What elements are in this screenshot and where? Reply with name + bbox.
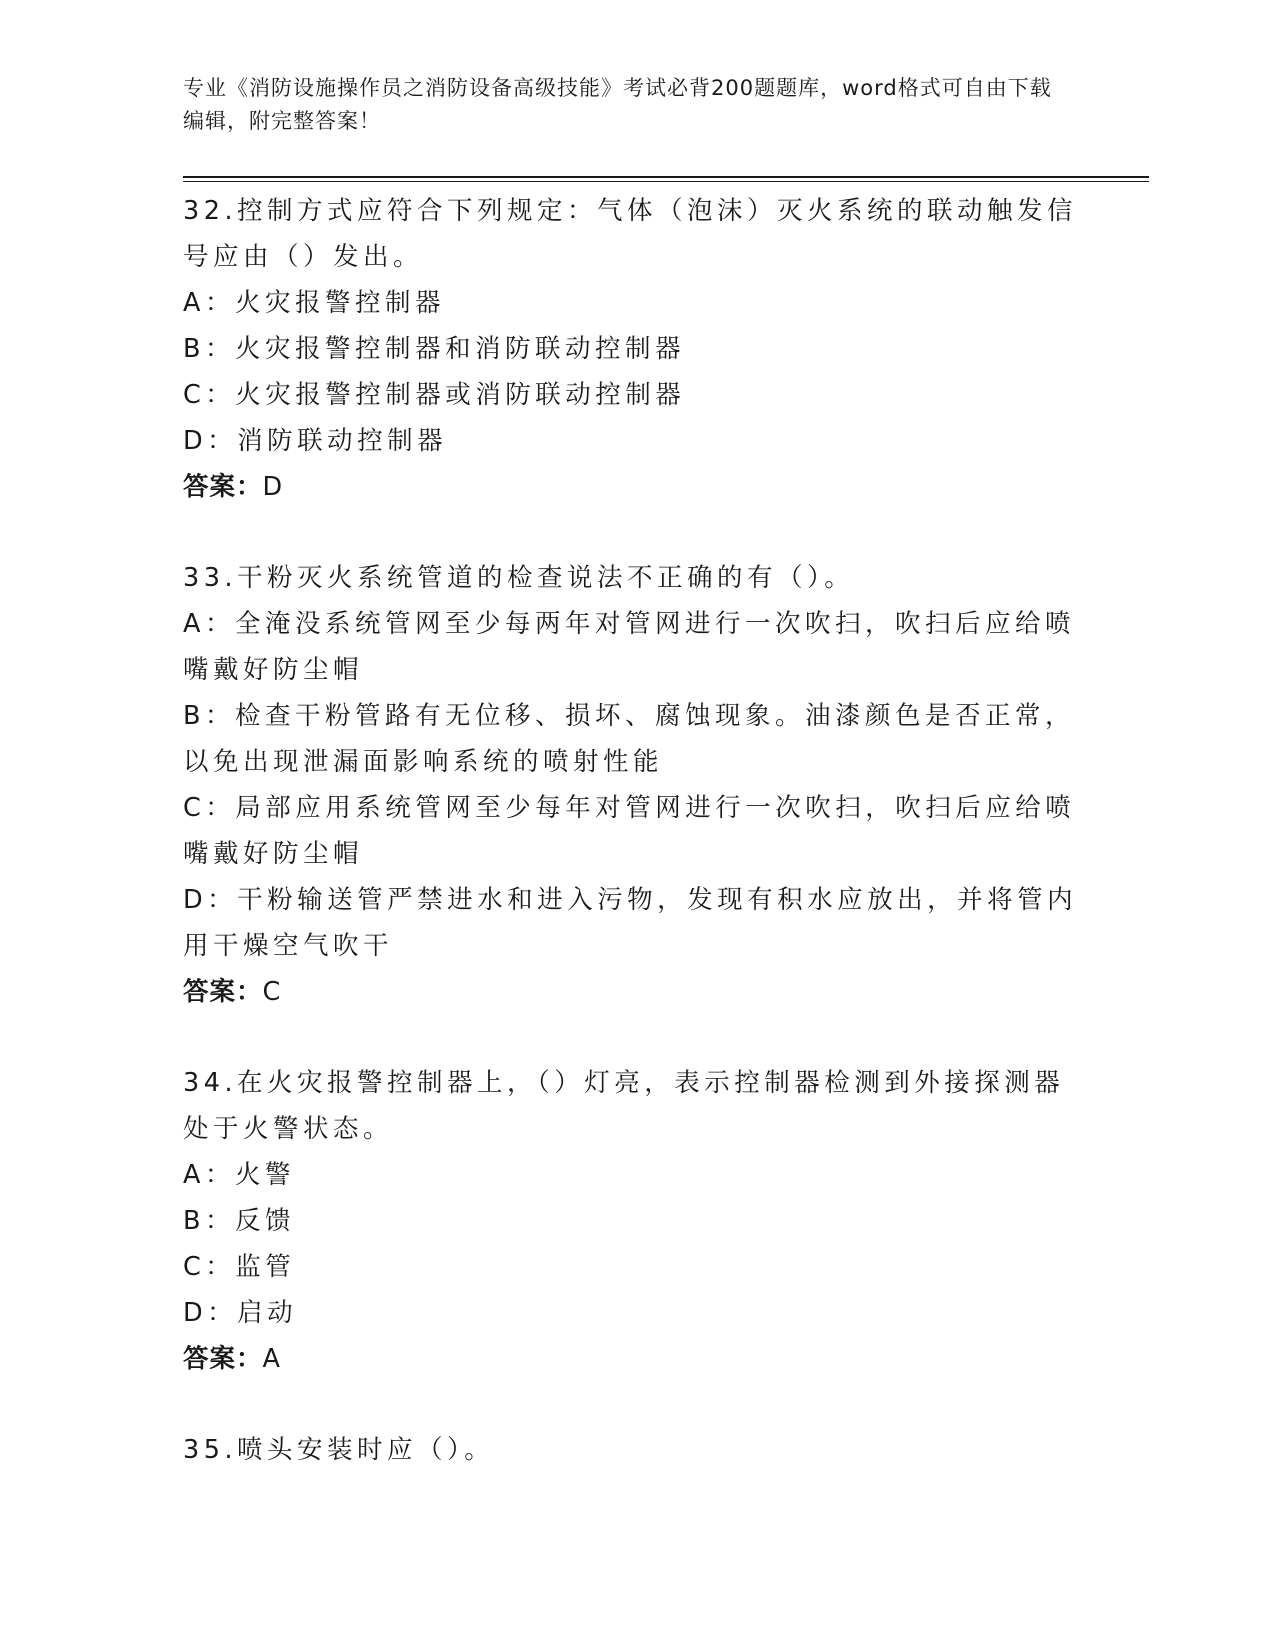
question-stem: 33.干粉灭火系统管道的检查说法不正确的有（）。 [183,563,855,593]
option-a: A：火警 [183,1160,295,1190]
option-b: B：火灾报警控制器和消防联动控制器 [183,334,685,364]
option-a: A：火灾报警控制器 [183,288,445,318]
question-35 [183,1427,1083,1473]
question-list [183,188,1083,1518]
option-c: C：监管 [183,1252,296,1282]
answer-value: C [262,977,282,1007]
option-b: B：检查干粉管路有无位移、损坏、腐蚀现象。油漆颜色是否正常，以免出现泄漏面影响系统的喷射性能 [183,701,1075,777]
option-b: B：反馈 [183,1206,295,1236]
answer-label: 答案： [183,472,263,502]
answer-label: 答案： [183,977,263,1007]
question-stem: 35.喷头安装时应（）。 [183,1435,495,1465]
answer-line [183,1336,1083,1382]
question-stem: 32.控制方式应符合下列规定：气体（泡沫）灭火系统的联动触发信号应由（）发出。 [183,196,1078,272]
question-stem: 34.在火灾报警控制器上，（）灯亮，表示控制器检测到外接探测器处于火警状态。 [183,1068,1065,1144]
option-c: C：局部应用系统管网至少每年对管网进行一次吹扫，吹扫后应给喷嘴戴好防尘帽 [183,793,1076,869]
option-a: A：全淹没系统管网至少每两年对管网进行一次吹扫，吹扫后应给喷嘴戴好防尘帽 [183,609,1075,685]
option-c: C：火灾报警控制器或消防联动控制器 [183,380,686,410]
answer-line [183,969,1083,1015]
question-33 [183,555,1083,1015]
header-divider-thick [183,176,1149,178]
option-d: D：消防联动控制器 [183,426,448,456]
document-header: 专业《消防设施操作员之消防设备高级技能》考试必背200题题库，word格式可自由下载编辑，附完整答案！ [183,76,1052,133]
option-d: D：干粉输送管严禁进水和进入污物，发现有积水应放出，并将管内用干燥空气吹干 [183,885,1078,961]
option-d: D：启动 [183,1298,298,1328]
answer-value: A [262,1344,281,1374]
question-34 [183,1060,1083,1382]
answer-label: 答案： [183,1344,263,1374]
answer-value: D [262,472,284,502]
header-divider-thin [183,181,1149,182]
question-32 [183,188,1083,510]
answer-line [183,464,1083,510]
